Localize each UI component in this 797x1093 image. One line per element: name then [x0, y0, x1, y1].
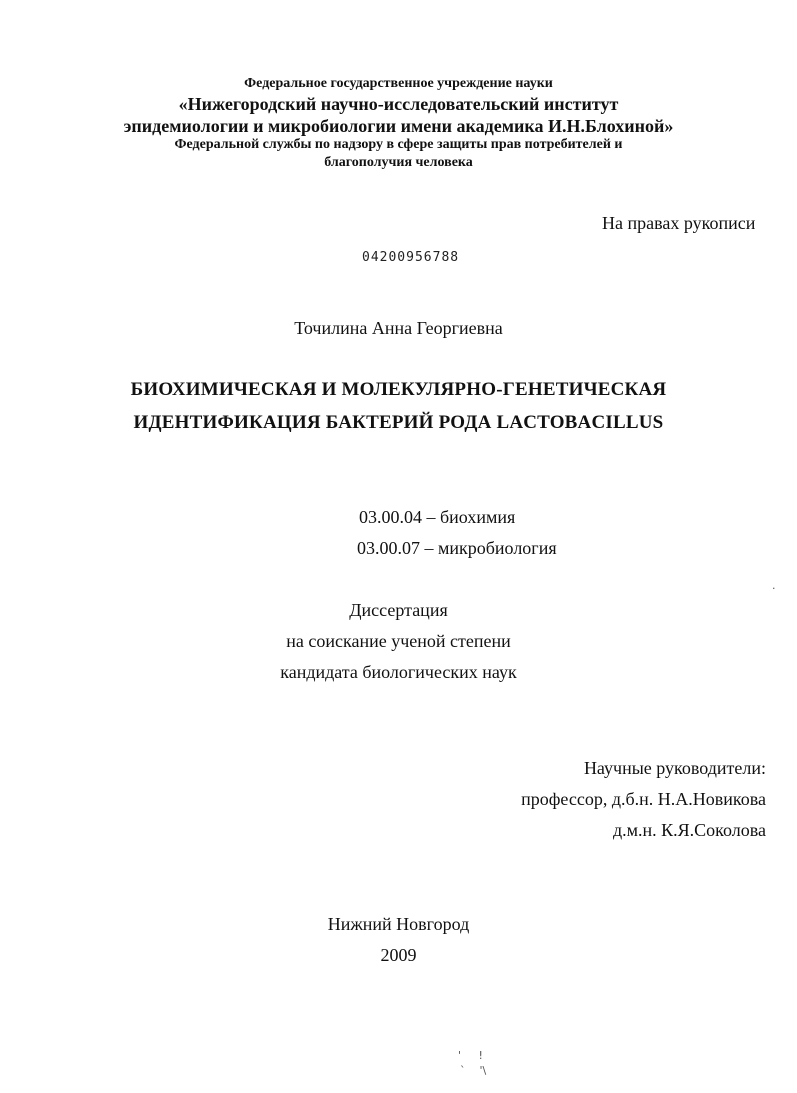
year: 2009	[380, 945, 417, 965]
scan-speck: ' !	[458, 1049, 483, 1062]
institution-parent-line1: Федеральной службы по надзору в сфере защиты прав потребителей и	[174, 137, 623, 152]
specialty-biochemistry: 03.00.04 – биохимия	[359, 507, 516, 527]
dissertation-title-line1: БИОХИМИЧЕСКАЯ И МОЛЕКУЛЯРНО-ГЕНЕТИЧЕСКАЯ	[130, 379, 667, 400]
supervisor-sokolova: д.м.н. К.Я.Соколова	[612, 820, 766, 840]
city: Нижний Новгород	[327, 914, 470, 934]
institution-name-line1: «Нижегородский научно-исследовательский институт	[178, 94, 619, 114]
supervisors-heading: Научные руководители:	[583, 758, 766, 778]
manuscript-rights-note: На правах рукописи	[602, 213, 756, 233]
scan-speck: ·	[772, 582, 776, 595]
document-type: Диссертация	[349, 600, 448, 620]
degree-purpose: на соискание ученой степени	[286, 631, 511, 651]
degree-name: кандидата биологических наук	[280, 662, 517, 682]
institution-type: Федеральное государственное учреждение науки	[244, 76, 553, 91]
scan-speck: ` '\	[460, 1064, 487, 1077]
institution-name-line2: эпидемиологии и микробиологии имени академика И.Н.Блохиной»	[123, 116, 674, 136]
author-name: Точилина Анна Георгиевна	[294, 318, 503, 338]
registration-number: 04200956788	[362, 250, 460, 265]
supervisor-novikova: профессор, д.б.н. Н.А.Новикова	[521, 789, 766, 809]
dissertation-title-line2: ИДЕНТИФИКАЦИЯ БАКТЕРИЙ РОДА LACTOBACILLUS	[133, 412, 664, 433]
institution-parent-line2: благополучия человека	[324, 155, 473, 170]
specialty-microbiology: 03.00.07 – микробиология	[357, 538, 557, 558]
